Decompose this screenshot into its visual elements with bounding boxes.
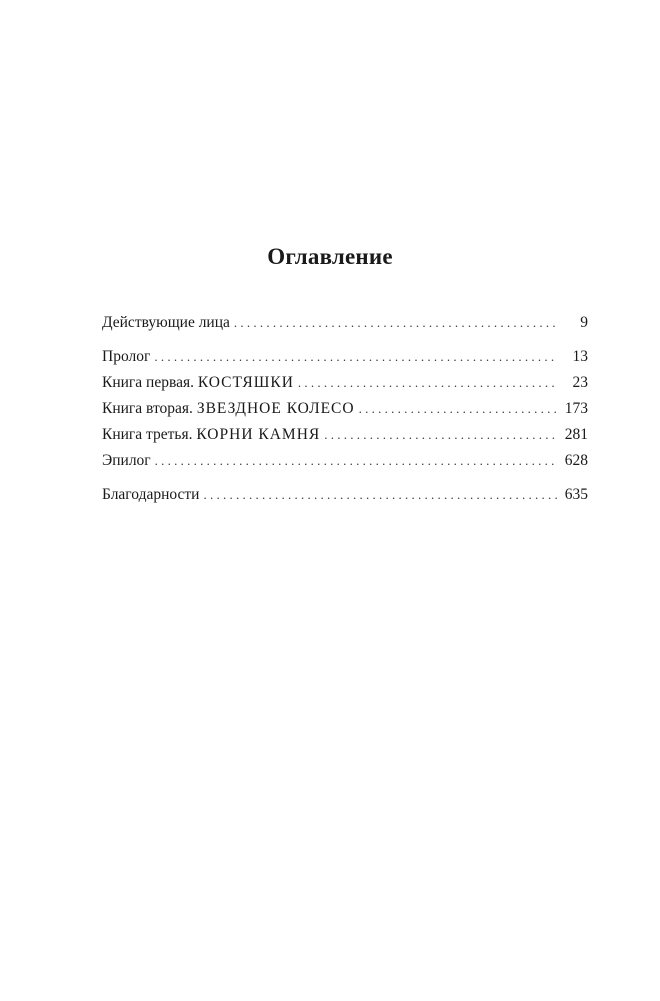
toc-entry-characters [102,310,588,336]
toc-entry-label: Книга третья. КОРНИ КАМНЯ [102,426,321,443]
toc-entry-book-two [102,396,588,422]
toc-entry-prologue [102,344,588,370]
toc-entry-label: Эпилог [102,452,151,469]
toc-entry-page: 173 [564,400,588,417]
toc-entry-page: 281 [564,426,588,443]
dot-leader [298,370,558,396]
toc-entry-label: Действующие лица [102,314,230,331]
dot-leader [203,482,558,508]
dot-leader [155,448,558,474]
dot-leader [234,310,558,336]
toc-entry-epilogue [102,448,588,474]
dot-leader [154,344,558,370]
dot-leader [324,422,558,448]
toc-entry-page: 628 [564,452,588,469]
toc-entry-label: Пролог [102,348,151,365]
page-title: Оглавление [267,244,393,269]
toc-entry-label: Книга первая. КОСТЯШКИ [102,374,294,391]
table-of-contents [102,310,588,508]
toc-entry-label: Книга вторая. ЗВЕЗДНОЕ КОЛЕСО [102,400,355,417]
toc-entry-page: 13 [572,348,588,365]
toc-entry-page: 9 [580,314,588,331]
dot-leader [359,396,558,422]
toc-entry-label: Благодарности [102,486,200,503]
toc-entry-page: 635 [564,486,588,503]
toc-entry-page: 23 [572,374,588,391]
toc-entry-book-three [102,422,588,448]
toc-entry-book-one [102,370,588,396]
toc-entry-acknowledgements [102,482,588,508]
